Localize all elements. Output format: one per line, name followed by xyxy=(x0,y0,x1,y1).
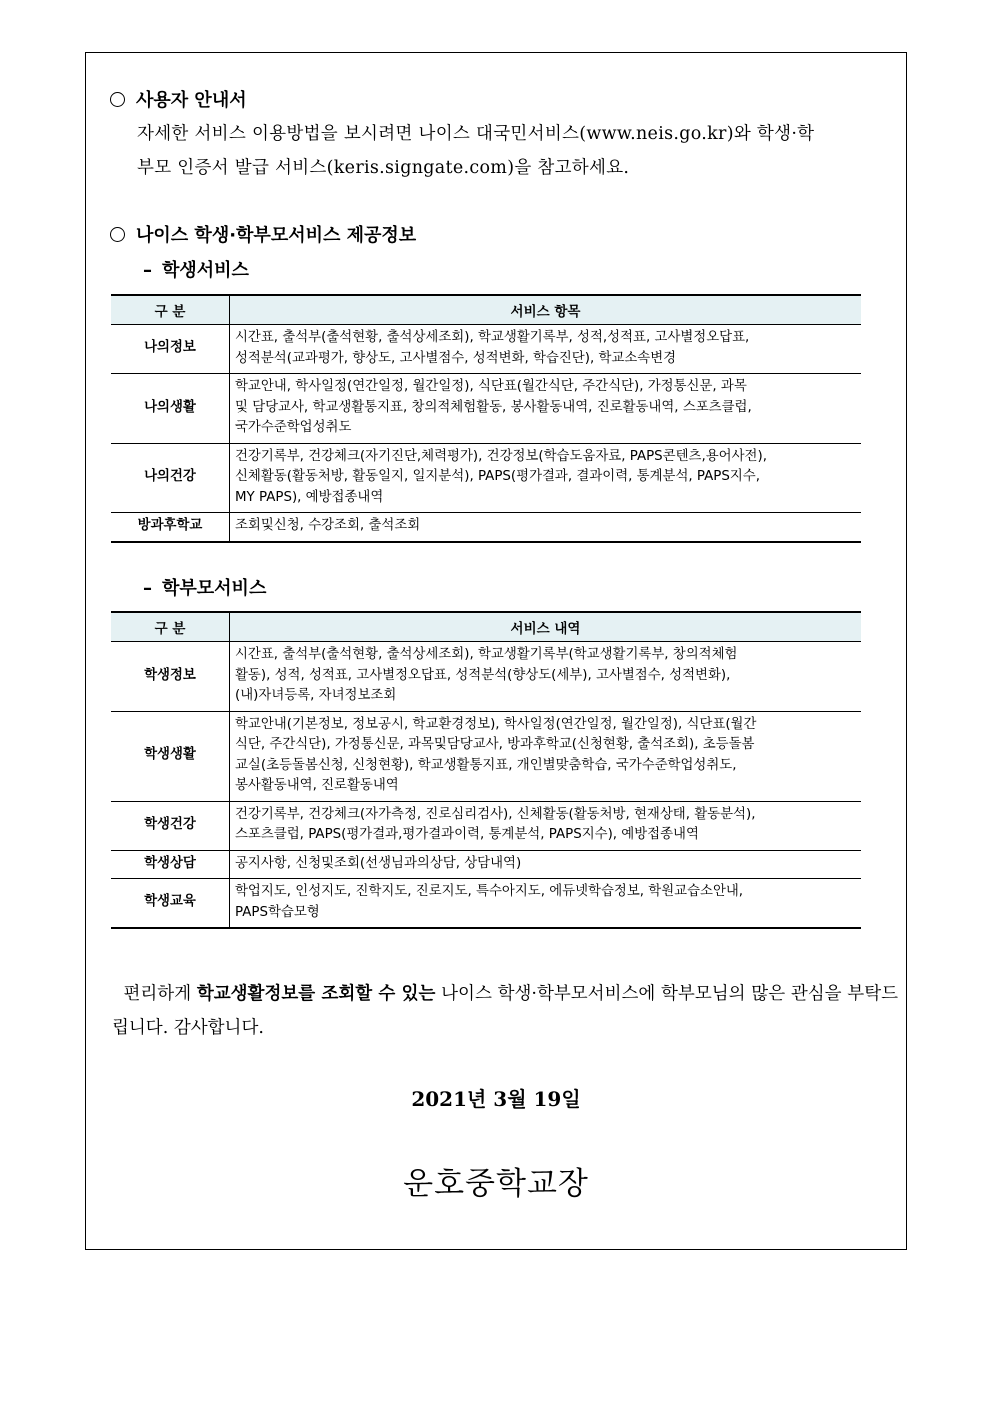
table-row xyxy=(111,801,861,850)
circle-bullet-icon xyxy=(110,227,125,242)
table-row xyxy=(111,642,861,712)
table-row xyxy=(111,325,861,374)
item-line: 건강기록부, 건강체크(자기진단,체력평가), 건강정보(학습도움자료, PAPS콘텐츠,용어사전), xyxy=(235,448,767,464)
item-line: 시간표, 출석부(출석현황, 출석상세조회), 학교생활기록부(학교생활기록부, 창의적체험 xyxy=(235,647,738,662)
row-items xyxy=(230,374,862,444)
parent-table-body xyxy=(111,642,861,929)
row-items xyxy=(230,879,862,929)
item-line: 봉사활동내역, 진로활동내역 xyxy=(235,778,399,793)
student-service-title: 학생서비스 xyxy=(162,260,249,281)
student-service-heading xyxy=(143,256,249,282)
header-category: 구 분 xyxy=(111,295,230,325)
student-service-table xyxy=(111,294,861,543)
closing-paragraph xyxy=(112,977,898,1045)
header-category: 구 분 xyxy=(111,612,230,642)
row-category: 학생교육 xyxy=(111,879,230,929)
row-items xyxy=(230,325,862,374)
row-items xyxy=(230,801,862,850)
row-items xyxy=(230,513,862,542)
row-category: 학생건강 xyxy=(111,801,230,850)
item-line: 학교안내, 학사일정(연간일정, 월간일정), 식단표(월간식단, 주간식단), 가정통신문, 과목 xyxy=(235,379,747,394)
document-date: 2021년 3월 19일 xyxy=(411,1087,581,1111)
table-header-row xyxy=(111,612,861,642)
parent-service-title: 학부모서비스 xyxy=(162,578,267,599)
row-category: 나의정보 xyxy=(111,325,230,374)
header-service-items: 서비스 항목 xyxy=(230,295,862,325)
guide-line-2: 부모 인증서 발급 서비스(keris.signgate.com)을 참고하세요. xyxy=(137,158,630,178)
guide-heading-text: 사용자 안내서 xyxy=(136,90,247,111)
item-line: 건강기록부, 건강체크(자가측정, 진로심리검사), 신체활동(활동처방, 현재상태, 활동분석), xyxy=(235,806,756,822)
row-category: 학생생활 xyxy=(111,711,230,801)
item-line: 공지사항, 신청및조회(선생님과의상담, 상담내역) xyxy=(235,855,522,871)
table-row xyxy=(111,711,861,801)
item-line: 활동), 성적, 성적표, 고사별정오답표, 성적분석(향상도(세부), 고사별점수, 성적변화), xyxy=(235,667,731,683)
item-line: PAPS학습모형 xyxy=(235,904,320,920)
closing-text-emphasis: 학교생활정보를 조회할 수 있는 xyxy=(196,984,436,1004)
row-items xyxy=(230,443,862,513)
item-line: 학업지도, 인성지도, 진학지도, 진로지도, 특수아지도, 에듀넷학습정보, 학원교습소안내, xyxy=(235,884,744,899)
info-heading xyxy=(110,221,416,247)
closing-text-start: 편리하게 xyxy=(123,984,197,1004)
item-line: (내)자녀등록, 자녀정보조회 xyxy=(235,688,397,703)
principal-signature: 운호중학교장 xyxy=(403,1166,589,1202)
dash-bullet: – xyxy=(143,260,152,281)
table-header-row xyxy=(111,295,861,325)
dash-bullet: – xyxy=(143,578,152,599)
item-line: MY PAPS), 예방접종내역 xyxy=(235,489,384,505)
circle-bullet-icon xyxy=(110,92,125,107)
item-line: 및 담당교사, 학교생활통지표, 창의적체험활동, 봉사활동내역, 진로활동내역, 스포츠클럽, xyxy=(235,399,752,415)
row-items xyxy=(230,642,862,712)
item-line: 교실(초등돌봄신청, 신청현황), 학교생활통지표, 개인별맞춤학습, 국가수준학업성취도, xyxy=(235,757,737,773)
row-category: 방과후학교 xyxy=(111,513,230,542)
row-category: 나의생활 xyxy=(111,374,230,444)
row-category: 나의건강 xyxy=(111,443,230,513)
row-category: 학생상담 xyxy=(111,850,230,879)
item-line: 성적분석(교과평가, 향상도, 고사별점수, 성적변화, 학습진단), 학교소속변경 xyxy=(235,350,677,366)
table-row xyxy=(111,513,861,542)
item-line: 국가수준학업성취도 xyxy=(235,420,352,435)
header-service-details: 서비스 내역 xyxy=(230,612,862,642)
item-line: 시간표, 출석부(출석현황, 출석상세조회), 학교생활기록부, 성적,성적표, 고사별정오답표, xyxy=(235,330,750,345)
parent-service-table xyxy=(111,611,861,929)
info-heading-text: 나이스 학생·학부모서비스 제공정보 xyxy=(136,225,417,246)
item-line: 신체활동(활동처방, 활동일지, 일지분석), PAPS(평가결과, 결과이력, 통계분석, PAPS지수, xyxy=(235,469,760,484)
student-table-body xyxy=(111,325,861,542)
item-line: 조회및신청, 수강조회, 출석조회 xyxy=(235,518,421,533)
table-row xyxy=(111,443,861,513)
item-line: 학교안내(기본정보, 정보공시, 학교환경정보), 학사일정(연간일정, 월간일정), 식단표(월간 xyxy=(235,716,757,732)
guide-heading xyxy=(110,86,247,112)
table-row xyxy=(111,850,861,879)
row-items xyxy=(230,850,862,879)
item-line: 스포츠클럽, PAPS(평가결과,평가결과이력, 통계분석, PAPS지수), 예방접종내역 xyxy=(235,827,699,842)
item-line: 식단, 주간식단), 가정통신문, 과목및담당교사, 방과후학교(신청현황, 출석조회), 초등돌봄 xyxy=(235,737,755,752)
guide-line-1: 자세한 서비스 이용방법을 보시려면 나이스 대국민서비스(www.neis.go.kr)와 학생·학 xyxy=(137,124,815,144)
closing-text-end: 나이스 학생·학부모서비스에 학부모님의 많은 관심을 부탁드립니다. 감사합니다. xyxy=(112,984,898,1038)
table-row xyxy=(111,879,861,929)
table-row xyxy=(111,374,861,444)
row-items xyxy=(230,711,862,801)
row-category: 학생정보 xyxy=(111,642,230,712)
parent-service-heading xyxy=(143,574,266,600)
